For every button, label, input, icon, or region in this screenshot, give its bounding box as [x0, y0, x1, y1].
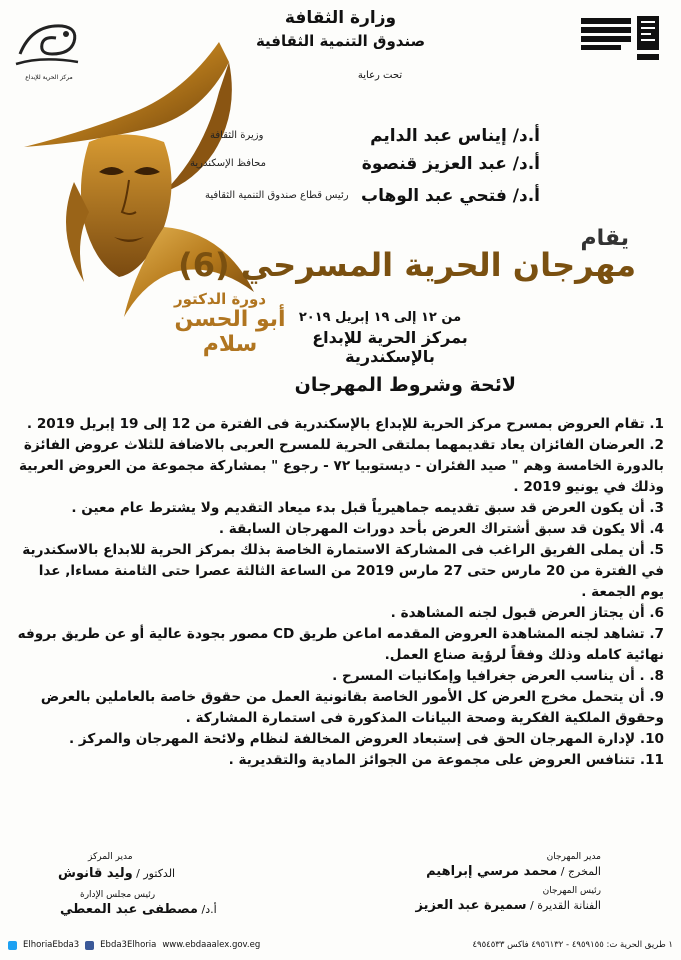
board-head-signature [60, 902, 217, 917]
official-role: وزيرة الثقافة [210, 130, 264, 141]
festival-head-prefix: الفنانة القديرة / [530, 899, 601, 912]
festival-intro: يقام [580, 226, 629, 251]
center-logo-caption: مركز الحرية للإبداع [25, 74, 73, 81]
twitter-handle[interactable]: ElhoriaEbda3 [23, 940, 80, 950]
fund-name: صندوق التنمية الثقافية [255, 32, 426, 50]
rule-item: 1. تقام العروض بمسرح مركز الحرية للإبداع بالإسكندرية فى الفترة من 12 إلى 19 إبريل 2019 . [26, 416, 664, 432]
official-row [60, 126, 620, 150]
rule-item: 4. ألا يكون قد سبق أشتراك العرض بأحد دورات المهرجان السابقة . [218, 521, 664, 537]
festival-head-name: سميرة عبد العزيز [415, 898, 527, 913]
ministry-name: وزارة الثقافة [284, 8, 397, 28]
rule-item: 10. لإدارة المهرجان الحق فى إستبعاد العروض المخالفة لنظام ولائحة المهرجان والمركز . [69, 731, 664, 747]
festival-dates: من ١٢ إلى ١٩ إبريل ٢٠١٩ [298, 310, 462, 325]
rules-title: لائحة وشروط المهرجان [294, 374, 516, 396]
center-director-prefix: الدكتور / [136, 867, 176, 880]
board-head-prefix: أ.د/ [201, 903, 217, 916]
official-name: أ.د/ فتحي عبد الوهاب [361, 186, 540, 206]
rule-item: 2. العرضان الفائزان يعاد تقديمهما بملتقى الحرية للمسرح العربى بالاضافة للثلاث عروض الفائزة بالدورة الخامسة وهم " صيد الفئران - ديستوبيا ٧٢ - رجوع " بمشاركة مجموعة من العروض العربية وذلك في يونيو 2019 . [18, 437, 664, 495]
rule-item: 7. تشاهد لجنه المشاهدة العروض المقدمه اماعن طريق CD مصور بجودة عالية أو عن طريق بروفه نهائية كامله وذلك وفقاً لرؤية صناع العمل. [17, 626, 664, 663]
rule-item: 9. أن يتحمل مخرج العرض كل الأمور الخاصة بقانونية العمل من حقوق خاصة بالعاملين بالعرض وحقوق الملكية الفكرية وصحة البيانات المذكورة فى استمارة المشاركة . [40, 689, 664, 726]
official-row [60, 186, 620, 210]
facebook-handle[interactable]: Ebda3Elhoria [100, 940, 157, 950]
official-role: رئيس قطاع صندوق التنمية الثقافية [205, 190, 349, 201]
festival-venue: بمركز الحرية للإبداع بالإسكندرية [312, 328, 468, 366]
festival-head-signature [416, 898, 602, 913]
board-head-name: مصطفى عبد المعطي [60, 902, 198, 917]
rule-item: 5. أن يملى الفريق الراغب فى المشاركة الاستمارة الخاصة بذلك بمركز الحرية للابداع بالاسكندرية في الفترة من 20 مارس حتى 27 مارس 2019 من الساعة الثالثة عصرا حتى الثامنة مساءا, عدا يوم الجمعة . [22, 542, 664, 600]
rules-list [16, 414, 664, 771]
rule-item: 11. تتنافس العروض على مجموعة من الجوائز المادية والتقديرية . [228, 752, 664, 768]
twitter-icon [8, 941, 17, 950]
contact-bar [8, 936, 673, 954]
honoree-name: أبو الحسن سلام [174, 307, 286, 357]
website-link[interactable]: www.ebdaaalex.gov.eg [162, 940, 261, 950]
session-label: دورة الدكتور [173, 290, 267, 308]
facebook-icon [85, 941, 94, 950]
center-director-signature [58, 866, 175, 881]
festival-director-title: مدير المهرجان [546, 852, 601, 862]
official-row [60, 154, 620, 178]
rule-item: 3. أن يكون العرض قد سبق تقديمه جماهيرياً قبل بدء ميعاد التقديم ولا يشترط عام معين . [71, 500, 664, 516]
festival-director-prefix: المخرج / [560, 865, 601, 878]
center-director-title: مدير المركز [88, 852, 133, 862]
festival-head-title: رئيس المهرجان [542, 886, 601, 896]
fund-logo-icon [575, 12, 667, 64]
rule-item: 6. أن يجتاز العرض قبول لجنه المشاهدة . [390, 605, 664, 621]
address-text: ١ طريق الحرية ت: ٤٩٥٩١٥٥ - ٤٩٥٦١٣٢ فاكس ٤٩٥٤٥٣٣ [472, 940, 673, 950]
rule-item: 8. . أن يناسب العرض جغرافيا وإمكانيات المسرح . [332, 668, 664, 684]
festival-director-signature [426, 864, 601, 879]
official-role: محافظ الإسكندرية [190, 158, 266, 169]
center-director-name: وليد قانوش [58, 866, 133, 881]
patronage-label: تحت رعاية [357, 70, 403, 81]
official-name: أ.د/ إيناس عبد الدايم [370, 126, 540, 146]
festival-director-name: محمد مرسي إبراهيم [426, 864, 558, 879]
board-head-title: رئيس مجلس الإدارة [80, 890, 156, 900]
official-name: أ.د/ عبد العزيز قنصوة [361, 154, 540, 174]
festival-title: مهرجان الحرية المسرحي (6) [178, 246, 636, 284]
